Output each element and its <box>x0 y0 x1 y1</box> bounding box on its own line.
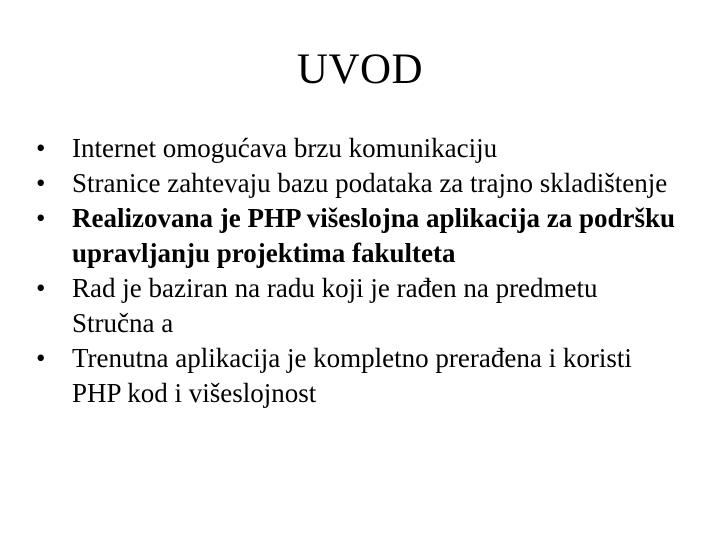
bullet-item <box>36 341 686 411</box>
bullet-text: Stranice zahtevaju bazu podataka za trajno skladištenje <box>72 168 668 198</box>
bullet-icon: • <box>36 133 46 163</box>
bullet-item <box>36 166 686 201</box>
bullet-icon: • <box>36 168 46 198</box>
bullet-icon: • <box>36 273 46 303</box>
bullet-icon: • <box>36 203 46 233</box>
bullet-text: Rad je baziran na radu koji je rađen na predmetu Stručna a <box>72 273 598 338</box>
bullet-icon: • <box>36 343 46 373</box>
bullet-item <box>36 131 686 166</box>
bullet-item <box>36 201 686 271</box>
bullet-text: Realizovana je PHP višeslojna aplikacija za podršku upravljanju projektima fakulteta <box>72 203 676 268</box>
bullet-text: Trenutna aplikacija je kompletno prerađena i koristi PHP kod i višeslojnost <box>72 343 632 408</box>
bullet-item <box>36 271 686 341</box>
bullet-list <box>36 131 686 411</box>
slide-title: UVOD <box>296 46 424 93</box>
bullet-text: Internet omogućava brzu komunikaciju <box>72 133 498 163</box>
